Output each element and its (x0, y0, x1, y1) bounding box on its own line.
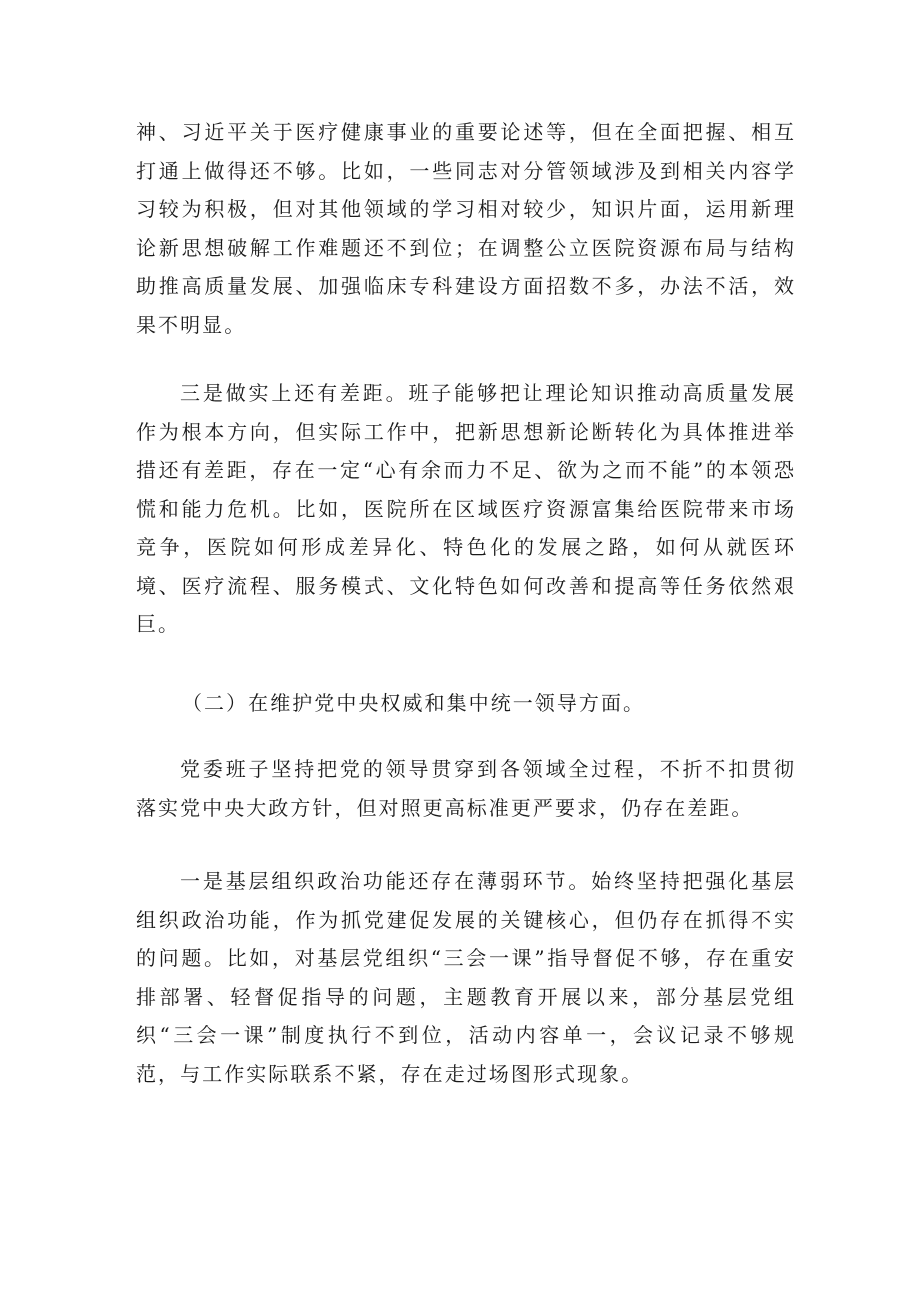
section-heading: （二）在维护党中央权威和集中统一领导方面。 (182, 691, 646, 715)
paragraph-section-intro: 党委班子坚持把党的领导贯穿到各领域全过程，不折不扣贯彻落实党中央大政方针，但对照更高标准更严要求，仍存在差距。 (136, 757, 796, 820)
paragraph-continuation: 神、习近平关于医疗健康事业的重要论述等，但在全面把握、相互打通上做得还不够。比如，一些同志对分管领域涉及到相关内容学习较为积极，但对其他领域的学习相对较少，知识片面，运用新理论新思想破解工作难题还不到位；在调整公立医院资源布局与结构助推高质量发展、加强临床专科建设方面招数不多，办法不活，效果不明显。 (136, 120, 796, 337)
paragraph-point-one: 一是基层组织政治功能还存在薄弱环节。始终坚持把强化基层组织政治功能，作为抓党建促发展的关键核心，但仍存在抓得不实的问题。比如，对基层党组织“三会一课”指导督促不够，存在重安排部署、轻督促指导的问题，主题教育开展以来，部分基层党组织“三会一课”制度执行不到位，活动内容单一，会议记录不够规范，与工作实际联系不紧，存在走过场图形式现象。 (136, 869, 796, 1086)
paragraph-point-three: 三是做实上还有差距。班子能够把让理论知识推动高质量发展作为根本方向，但实际工作中，把新思想新论断转化为具体推进举措还有差距，存在一定“心有余而力不足、欲为之而不能”的本领恐慌和能力危机。比如，医院所在区域医疗资源富集给医院带来市场竞争，医院如何形成差异化、特色化的发展之路，如何从就医环境、医疗流程、服务模式、文化特色如何改善和提高等任务依然艰巨。 (136, 381, 796, 636)
